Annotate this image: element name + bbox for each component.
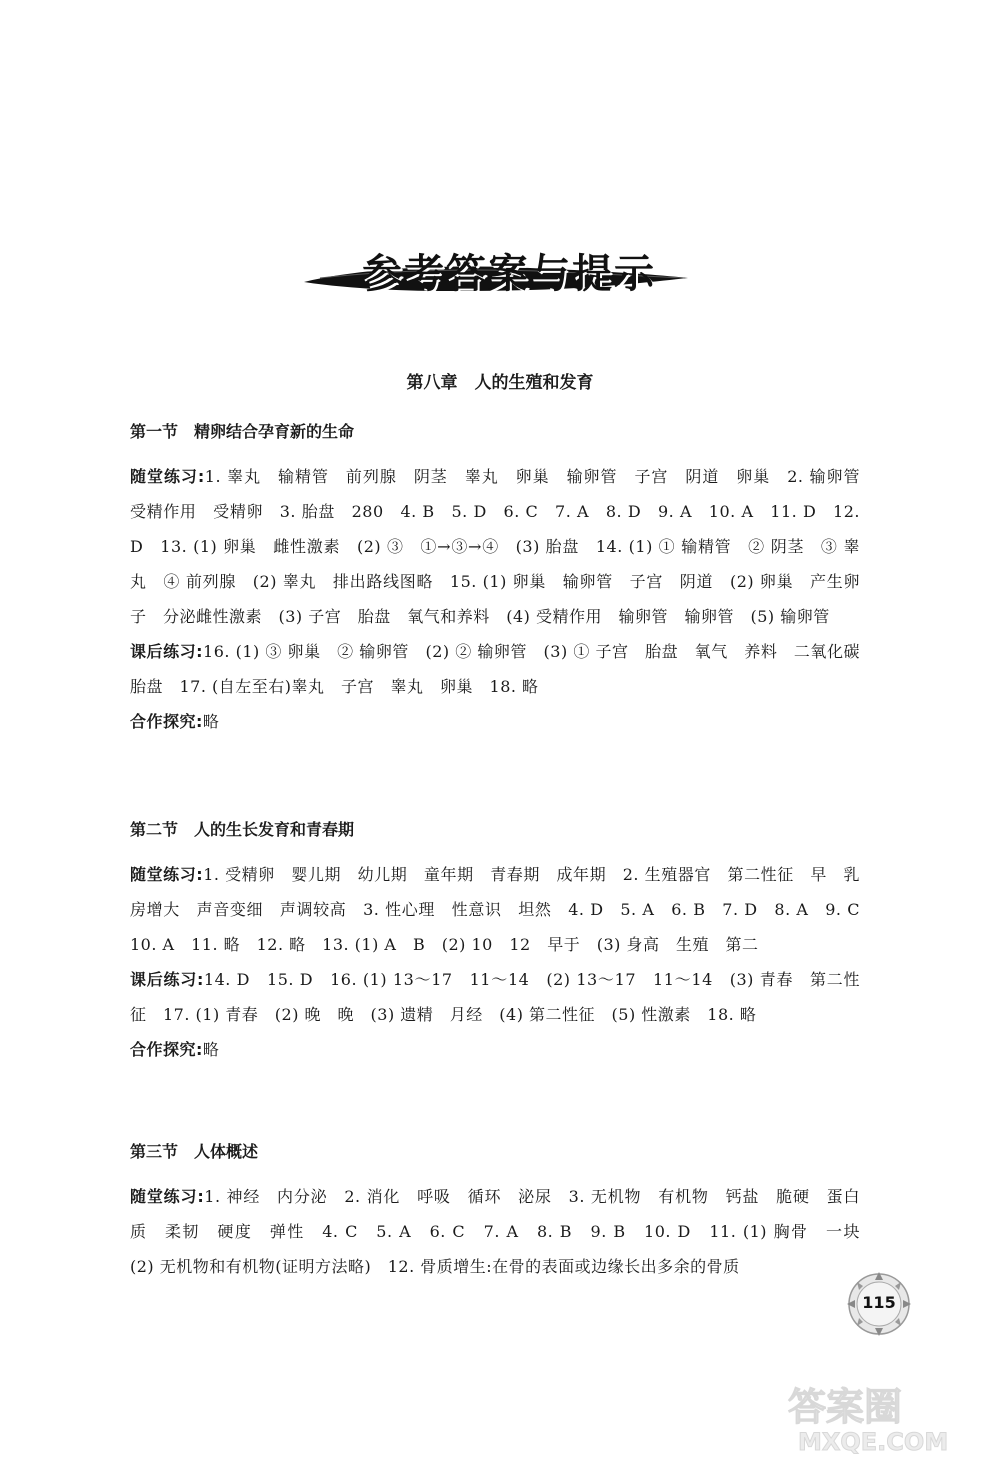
answer-paragraph [130, 857, 877, 962]
part-label: 随堂练习: [130, 467, 205, 486]
svg-text:答案圈: 答案圈 [788, 1385, 903, 1429]
watermark-logo [780, 1380, 990, 1456]
section-heading: 第二节 人的生长发育和青春期 [130, 820, 355, 839]
section-2 [130, 819, 877, 1067]
answer-paragraph [130, 962, 860, 1032]
part-text: 1. 受精卵 婴儿期 幼儿期 童年期 青春期 成年期 2. 生殖器官 第二性征 早 乳房增大 声音变细 声调较高 3. 性心理 性意识 坦然 4. D 5. A 6. B 7. D 8. A 9. C 10. A 11. 略 12. 略 13. (1) A B (2) 10 12 早于 (3) 身高 生殖 第二 [130, 865, 877, 954]
part-label: 随堂练习: [130, 1187, 205, 1206]
page-number-badge [845, 1268, 913, 1340]
part-text: 14. D 15. D 16. (1) 13～17 11～14 (2) 13～17 11～14 (3) 青春 第二性征 17. (1) 青春 (2) 晚 晚 (3) 遗精 月经 (4) 第二性征 (5) 性激素 18. 略 [130, 970, 860, 1024]
part-label: 合作探究: [130, 712, 203, 731]
chapter-title: 第八章 人的生殖和发育 [406, 373, 594, 393]
part-text: 略 [202, 1040, 220, 1059]
section-3 [130, 1141, 877, 1284]
part-text: 略 [202, 712, 220, 731]
part-label: 课后练习: [130, 970, 204, 989]
part-text: 1. 睾丸 输精管 前列腺 阴茎 睾丸 卵巢 输卵管 子宫 阴道 卵巢 2. 输卵管 受精作用 受精卵 3. 胎盘 280 4. B 5. D 6. C 7. A 8. D 9. A 10. A 11. D 12. D 13. (1) 卵巢 雌性激素 (2) ③ ①→③→④ (3) 胎盘 14. (1) ① 输精管 ② 阴茎 ③ 睾丸 ④ 前列腺 (2) 睾丸 排出路线图略 15. (1) 卵巢 输卵管 子宫 阴道 (2) 卵巢 产生卵子 分泌雌性激素 (3) 子宫 胎盘 氧气和养料 (4) 受精作用 输卵管 输卵管 (5) 输卵管 [130, 467, 877, 626]
answer-paragraph [130, 1032, 860, 1067]
answer-paragraph [130, 1179, 877, 1284]
part-text: 16. (1) ③ 卵巢 ② 输卵管 (2) ② 输卵管 (3) ① 子宫 胎盘 氧气 养料 二氧化碳 胎盘 17. (自左至右)睾丸 子宫 睾丸 卵巢 18. 略 [130, 642, 877, 696]
page-title: 参考答案与提示 [362, 251, 656, 297]
page-number: 115 [862, 1293, 896, 1312]
answer-paragraph [130, 459, 877, 634]
section-heading: 第三节 人体概述 [130, 1142, 259, 1161]
title-banner [300, 238, 690, 298]
part-label: 合作探究: [130, 1040, 203, 1059]
part-label: 课后练习: [130, 642, 204, 661]
section-heading: 第一节 精卵结合孕育新的生命 [130, 422, 355, 441]
svg-text:MXQE.COM: MXQE.COM [798, 1428, 949, 1456]
answer-paragraph [130, 704, 860, 739]
section-1 [130, 421, 877, 739]
part-text: 1. 神经 内分泌 2. 消化 呼吸 循环 泌尿 3. 无机物 有机物 钙盐 脆硬 蛋白质 柔韧 硬度 弹性 4. C 5. A 6. C 7. A 8. B 9. B 10. D 11. (1) 胸骨 一块 (2) 无机物和有机物(证明方法略) 12. 骨质增生:在骨的表面或边缘长出多余的骨质 [130, 1187, 877, 1276]
answer-paragraph [130, 634, 877, 704]
part-label: 随堂练习: [130, 865, 204, 884]
